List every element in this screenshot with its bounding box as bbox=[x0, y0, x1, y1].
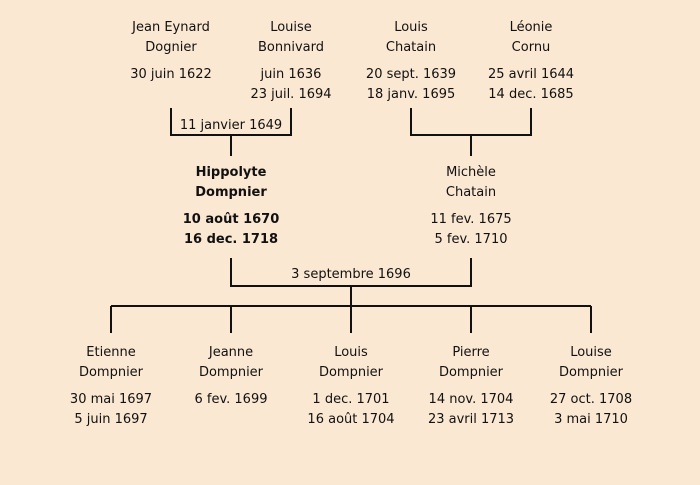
first-name: Léonie bbox=[509, 20, 553, 35]
birth-date: 20 sept. 1639 bbox=[365, 67, 457, 82]
person-child-etienne bbox=[46, 343, 176, 430]
birth-date: 10 août 1670 bbox=[182, 212, 280, 227]
last-name: Bonnivard bbox=[258, 40, 324, 55]
death-date: 5 fev. 1710 bbox=[434, 232, 508, 247]
birth-date: 1 dec. 1701 bbox=[312, 392, 390, 407]
last-name: Dompnier bbox=[558, 365, 624, 380]
death-date: 23 avril 1713 bbox=[427, 412, 515, 427]
last-name: Cornu bbox=[511, 40, 551, 55]
person-hippolyte-dompnier bbox=[166, 163, 296, 250]
person-grandparent-3 bbox=[346, 18, 476, 105]
first-name: Jean Eynard bbox=[132, 20, 210, 35]
death-date: 3 mai 1710 bbox=[554, 412, 628, 427]
birth-date: 30 mai 1697 bbox=[69, 392, 153, 407]
death-date: 16 août 1704 bbox=[307, 412, 395, 427]
birth-date: 30 juin 1622 bbox=[130, 67, 212, 82]
birth-date: 27 oct. 1708 bbox=[549, 392, 633, 407]
last-name: Dompnier bbox=[198, 365, 264, 380]
marriage-bracket-chatain-grandparents bbox=[411, 108, 531, 135]
birth-date: 6 fev. 1699 bbox=[194, 392, 268, 407]
birth-date: juin 1636 bbox=[260, 67, 322, 82]
grandparents-marriage-date: 11 janvier 1649 bbox=[179, 118, 283, 133]
last-name: Dognier bbox=[145, 40, 197, 55]
birth-date: 25 avril 1644 bbox=[487, 67, 575, 82]
first-name: Louise bbox=[270, 20, 312, 35]
first-name: Louis bbox=[334, 345, 368, 360]
first-name: Michèle bbox=[446, 165, 496, 180]
birth-date: 14 nov. 1704 bbox=[428, 392, 514, 407]
last-name: Dompnier bbox=[318, 365, 384, 380]
birth-date: 11 fev. 1675 bbox=[430, 212, 512, 227]
death-date: 23 juil. 1694 bbox=[250, 87, 332, 102]
last-name: Chatain bbox=[445, 185, 497, 200]
person-grandparent-2 bbox=[226, 18, 356, 105]
person-child-louis bbox=[286, 343, 416, 430]
last-name: Chatain bbox=[385, 40, 437, 55]
first-name: Pierre bbox=[452, 345, 490, 360]
last-name: Dompnier bbox=[438, 365, 504, 380]
children-drop-lines bbox=[111, 306, 591, 333]
person-michele-chatain bbox=[406, 163, 536, 250]
person-child-pierre bbox=[406, 343, 536, 430]
first-name: Louis bbox=[394, 20, 428, 35]
person-grandparent-1 bbox=[106, 18, 236, 85]
first-name: Jeanne bbox=[208, 345, 254, 360]
death-date: 5 juin 1697 bbox=[74, 412, 148, 427]
person-child-jeanne bbox=[166, 343, 296, 410]
first-name: Etienne bbox=[86, 345, 136, 360]
parents-marriage-date: 3 septembre 1696 bbox=[291, 267, 411, 282]
person-child-louise bbox=[526, 343, 656, 430]
person-grandparent-4 bbox=[466, 18, 596, 105]
death-date: 14 dec. 1685 bbox=[488, 87, 574, 102]
first-name: Hippolyte bbox=[195, 165, 267, 180]
last-name: Dompnier bbox=[78, 365, 144, 380]
last-name: Dompnier bbox=[195, 185, 267, 200]
death-date: 16 dec. 1718 bbox=[183, 232, 279, 247]
first-name: Louise bbox=[570, 345, 612, 360]
death-date: 18 janv. 1695 bbox=[366, 87, 456, 102]
